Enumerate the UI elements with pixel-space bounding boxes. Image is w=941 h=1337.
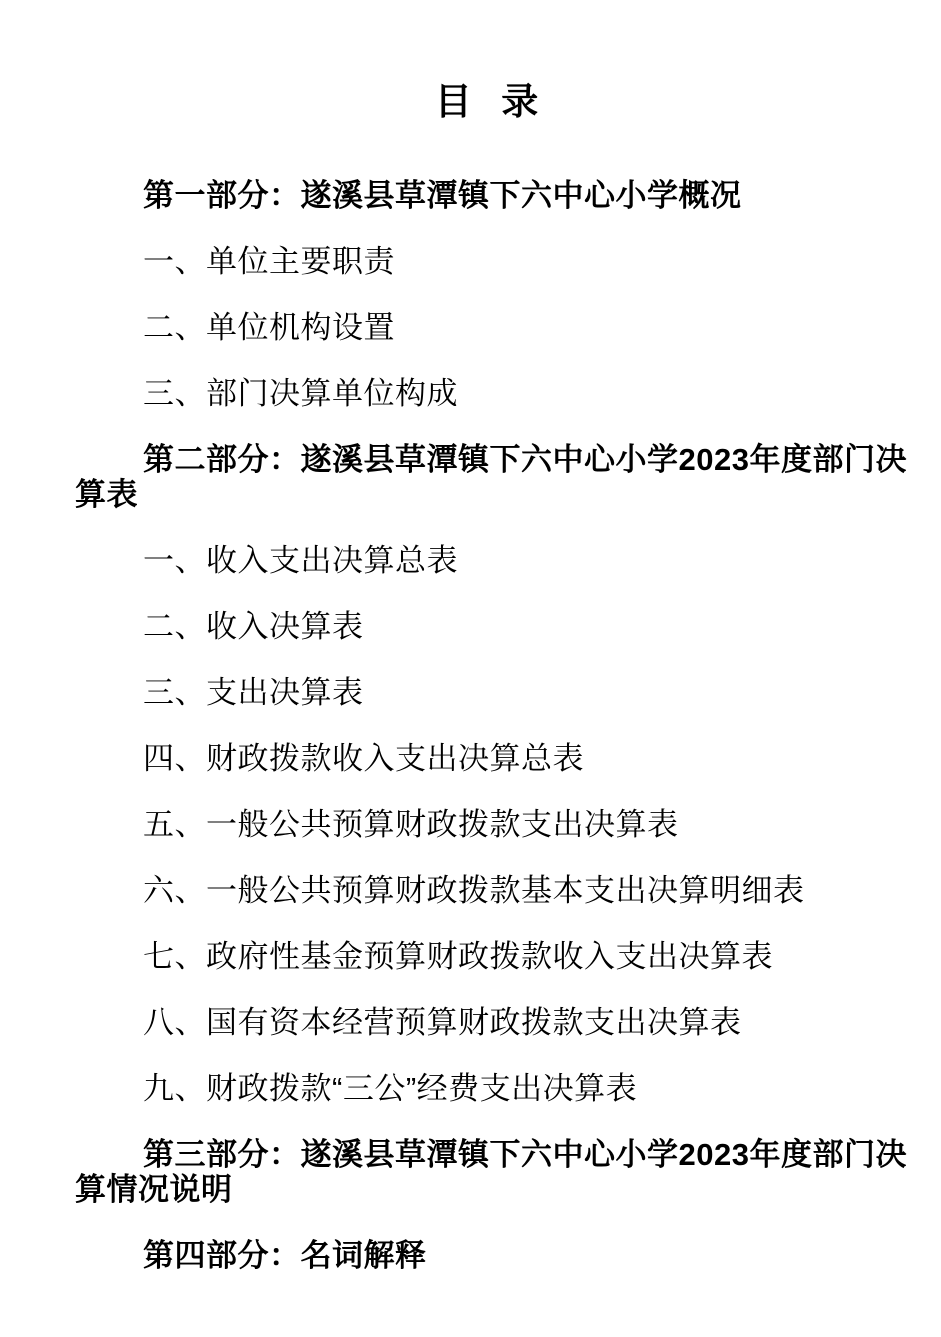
toc-heading-part-4: 第四部分：名词解释	[143, 1238, 427, 1273]
toc-item-unit-organization: 二、单位机构设置	[143, 310, 395, 345]
toc-heading-part-2-line-2: 算表	[75, 477, 138, 512]
toc-item-income-table: 二、收入决算表	[143, 609, 364, 644]
toc-item-final-accounts-unit-composition: 三、部门决算单位构成	[143, 376, 458, 411]
toc-heading-part-2-line-1: 第二部分：遂溪县草潭镇下六中心小学2023年度部门决	[143, 442, 907, 477]
toc-item-general-public-budget-expenditure-table: 五、一般公共预算财政拨款支出决算表	[143, 807, 679, 842]
toc-heading-part-3	[75, 1137, 907, 1207]
toc-item-general-public-budget-basic-expenditure-detail-table: 六、一般公共预算财政拨款基本支出决算明细表	[143, 873, 805, 908]
toc-item-fiscal-appropriation-summary-table: 四、财政拨款收入支出决算总表	[143, 741, 584, 776]
toc-item-income-expenditure-summary-table: 一、收入支出决算总表	[143, 543, 458, 578]
toc-title: 目 录	[434, 81, 542, 122]
toc-heading-part-3-line-1: 第三部分：遂溪县草潭镇下六中心小学2023年度部门决	[143, 1137, 907, 1172]
toc-item-government-fund-budget-table: 七、政府性基金预算财政拨款收入支出决算表	[143, 939, 773, 974]
toc-item-state-capital-budget-table: 八、国有资本经营预算财政拨款支出决算表	[143, 1005, 742, 1040]
toc-heading-part-1: 第一部分：遂溪县草潭镇下六中心小学概况	[143, 178, 742, 213]
toc-item-expenditure-table: 三、支出决算表	[143, 675, 364, 710]
toc-heading-part-3-line-2: 算情况说明	[75, 1172, 233, 1207]
toc-heading-part-2	[75, 442, 907, 512]
toc-item-unit-main-duties: 一、单位主要职责	[143, 244, 395, 279]
toc-item-three-public-expenses-table: 九、财政拨款“三公”经费支出决算表	[143, 1071, 638, 1106]
